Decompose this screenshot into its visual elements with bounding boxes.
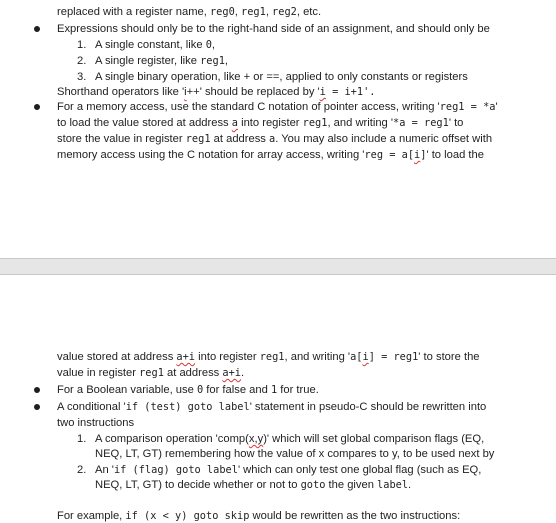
memory-bullet-line-2 — [57, 116, 463, 130]
text: ' statement in pseudo-C should be rewritten into — [249, 401, 487, 413]
text: would be rewritten as the two instructions: — [249, 510, 461, 522]
list-item — [95, 54, 228, 68]
text: ' which will set global comparison flags (EQ, — [266, 433, 485, 445]
code: a — [269, 133, 276, 145]
memory-bullet-line-3 — [57, 132, 492, 146]
list-number: 1. — [77, 433, 87, 445]
text: memory access using the C notation for array access, writing ' — [57, 149, 365, 161]
text: For example, — [57, 510, 126, 522]
code: 0 — [205, 39, 212, 51]
example-line — [57, 509, 460, 523]
text: For a memory access, use the standard C notation of pointer access, writing ' — [57, 101, 440, 113]
bullet-icon — [34, 104, 40, 110]
text: , — [211, 39, 216, 51]
continuation-line — [57, 5, 321, 19]
document-page-2 — [0, 275, 556, 522]
text: to load the value stored at address — [57, 117, 232, 129]
text: For a Boolean variable, use — [57, 384, 197, 396]
text: A single register, like — [95, 55, 201, 67]
code: a[ — [350, 351, 363, 363]
text: , — [265, 6, 273, 18]
text: An ' — [95, 464, 114, 476]
code: reg0 — [209, 6, 235, 18]
text: for true. — [277, 384, 319, 396]
code: = i+1'. — [325, 86, 376, 98]
text: into register — [195, 351, 260, 363]
text: for false and — [203, 384, 271, 396]
code: label — [377, 479, 409, 491]
code: reg1 = *a — [439, 101, 496, 113]
code: ] = reg1 — [368, 351, 419, 363]
bullet-icon — [34, 387, 40, 393]
expressions-bullet: Expressions should only be to the right-hand side of an assignment, and should only be — [57, 23, 490, 35]
code: i — [319, 86, 326, 98]
text: value stored at address — [57, 351, 177, 363]
text: , and writing ' — [284, 351, 351, 363]
list-number: 3. — [77, 71, 87, 83]
text: . You may also include a numeric offset with — [275, 133, 493, 145]
text: . — [240, 367, 245, 379]
code: i — [414, 149, 421, 161]
list-number: 1. — [77, 39, 87, 51]
text: , etc. — [296, 6, 322, 18]
memory-bullet-line-5 — [57, 350, 480, 364]
code: if (x < y) goto skip — [125, 510, 250, 522]
code: reg2 — [272, 6, 297, 18]
shorthand-line — [57, 85, 375, 99]
code: reg1 — [139, 367, 164, 379]
text: , — [224, 55, 229, 67]
code: if (flag) goto label — [113, 464, 238, 476]
document-page-1 — [0, 0, 556, 258]
text: ) — [263, 433, 267, 445]
text: A conditional ' — [57, 401, 126, 413]
code: i — [362, 351, 369, 363]
code: a+i — [222, 367, 241, 379]
text: A single constant, like — [95, 39, 206, 51]
bullet-icon — [34, 26, 40, 32]
code: 0 — [196, 384, 204, 396]
code: if (test) goto label — [125, 401, 250, 413]
text: A comparison operation ' — [95, 433, 218, 445]
code: reg = a[ — [364, 149, 415, 161]
code: reg1 — [241, 6, 266, 18]
text: at address — [163, 367, 223, 379]
text: . — [408, 479, 412, 491]
spellcheck-word: x,y — [248, 433, 264, 445]
code: reg1 — [185, 133, 211, 145]
text: into register — [237, 117, 303, 129]
text: NEQ, LT, GT) to decide whether or not to — [95, 479, 301, 491]
list-item-line-1 — [95, 463, 481, 477]
list-number: 2. — [77, 55, 87, 67]
spellcheck-word: i — [184, 86, 187, 98]
text: at address — [210, 133, 270, 145]
list-item-line-2: NEQ, LT, GT) remembering how the value of x compares to y, to be used next by — [95, 448, 495, 460]
text: store the value in register — [57, 133, 186, 145]
bullet-icon — [34, 404, 40, 410]
code: reg1 — [259, 351, 285, 363]
text: the given — [325, 479, 378, 491]
text: ' to — [448, 117, 464, 129]
text: Shorthand operators like ' — [57, 86, 185, 98]
boolean-bullet — [57, 383, 319, 397]
list-item: A single binary operation, like + or ==, applied to only constants or registers — [95, 71, 468, 83]
text: ' to load the — [426, 149, 484, 161]
memory-bullet-line-4 — [57, 148, 484, 162]
code: *a = reg1 — [393, 117, 449, 129]
list-item-line-2 — [95, 478, 411, 492]
code: goto — [300, 479, 326, 491]
memory-bullet-line-6 — [57, 366, 244, 380]
code: reg1 — [302, 117, 328, 129]
text: comp( — [217, 433, 249, 445]
code: reg1 — [200, 55, 225, 67]
text: ++' should be replaced by ' — [186, 86, 320, 98]
text: , and writing ' — [327, 117, 394, 129]
memory-bullet-line-1 — [57, 100, 498, 114]
code: a+i — [176, 351, 196, 363]
code: 1 — [270, 384, 278, 396]
list-item — [95, 38, 215, 52]
text: ' which can only test one global flag (such as EQ, — [237, 464, 482, 476]
conditional-bullet-line-1 — [57, 400, 486, 414]
list-number: 2. — [77, 464, 87, 476]
text: , — [234, 6, 242, 18]
code: ] — [420, 149, 427, 161]
text: replaced with a register name, — [57, 6, 210, 18]
text: value in register — [57, 367, 140, 379]
list-item-line-1 — [95, 432, 484, 446]
page-break — [0, 258, 556, 275]
text: ' to store the — [418, 351, 480, 363]
text: ' — [495, 101, 498, 113]
code: a — [231, 117, 238, 129]
conditional-bullet-line-2: two instructions — [57, 417, 135, 429]
